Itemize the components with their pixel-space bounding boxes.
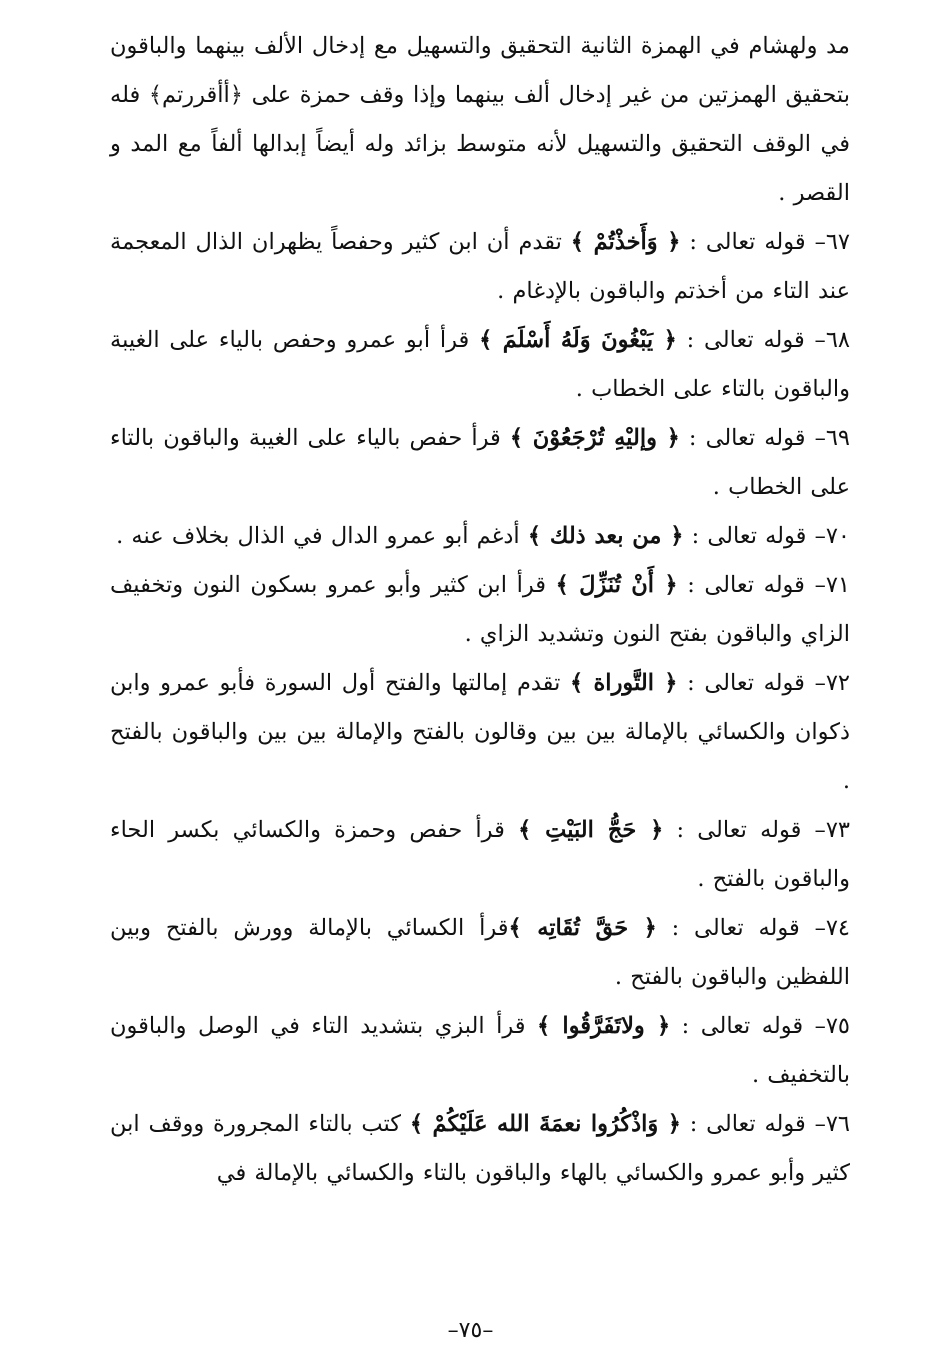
paragraph-text: مد ولهشام في الهمزة الثانية التحقيق والتسهيل مع إدخال الألف بينهما والباقون بتحقيق الهمزتين من غير إدخال ألف بينهما وإذا وقف حمزة على ﴿أأقررتم﴾ فله في الوقف التحقيق والتسهيل لأنه متوسط بزائد وله أيضاً إبدالها ألفاً مع المد و القصر . <box>110 33 850 206</box>
paragraph-tail: أدغم أبو عمرو الدال في الذال بخلاف عنه . <box>116 523 528 549</box>
quran-verse: ﴿ من بعد ذلك ﴾ <box>527 523 684 549</box>
paragraph-68 <box>110 316 850 414</box>
paragraph-75 <box>110 1002 850 1100</box>
paragraph-lead: ٧٦– قوله تعالى : <box>680 1111 850 1137</box>
quran-verse: ﴿ حَجُّ البَيْتِ ﴾ <box>518 817 664 843</box>
paragraph-tail: قرأ البزي بتشديد التاء في الوصل والباقون بالتخفيف . <box>110 1013 850 1088</box>
quran-verse: ﴿ التَّوراة ﴾ <box>570 670 678 696</box>
paragraph-71 <box>110 561 850 659</box>
page-number: –٧٥– <box>447 1318 494 1343</box>
paragraph-lead: ٧١– قوله تعالى : <box>677 572 850 598</box>
quran-verse: ﴿ وَأَخذْتُمْ ﴾ <box>570 229 681 255</box>
paragraph-tail: قرأ الكسائي بالإمالة وورش بالفتح وبين اللفظين والباقون بالفتح . <box>110 915 850 990</box>
quran-verse: ﴿ وَاذْكُرُوا نعمَةَ الله عَلَيْكُمْ ﴾ <box>409 1111 681 1137</box>
paragraph-tail: قرأ ابن كثير وأبو عمرو بسكون النون وتخفيف الزاي والباقون بفتح النون وتشديد الزاي . <box>110 572 850 647</box>
paragraph-76 <box>110 1100 850 1198</box>
page-body <box>110 22 850 1198</box>
paragraph-72 <box>110 659 850 806</box>
paragraph-lead: ٧٣– قوله تعالى : <box>663 817 850 843</box>
paragraph-lead: ٧٢– قوله تعالى : <box>677 670 851 696</box>
quran-verse: ﴿ وإليْهِ تُرْجَعُوْنَ ﴾ <box>509 425 680 451</box>
paragraph-tail: تقدم أن ابن كثير وحفصاً يظهران الذال المعجمة عند التاء من أخذتم والباقون بالإدغام . <box>110 229 850 304</box>
quran-verse: ﴿ أَنْ تُنَزِّلَ ﴾ <box>555 572 678 598</box>
paragraph-lead: ٧٠– قوله تعالى : <box>683 523 850 549</box>
paragraph-lead: ٧٤– قوله تعالى : <box>656 915 850 941</box>
paragraph-lead: ٧٥– قوله تعالى : <box>670 1013 851 1039</box>
paragraph-continuation <box>110 22 850 218</box>
quran-verse: ﴿ يَبْغُونَ وَلَهُ أَسْلَمَ ﴾ <box>479 327 677 353</box>
paragraph-tail: تقدم إمالتها والفتح أول السورة فأبو عمرو وابن ذكوان والكسائي بالإمالة بين بين وقالون بالفتح والإمالة بين بين والباقون بالفتح . <box>110 670 850 794</box>
paragraph-tail: قرأ حفص بالياء على الغيبة والباقون بالتاء على الخطاب . <box>110 425 850 500</box>
paragraph-tail: قرأ أبو عمرو وحفص بالياء على الغيبة والباقون بالتاء على الخطاب . <box>110 327 850 402</box>
paragraph-67 <box>110 218 850 316</box>
paragraph-tail: كتب بالتاء المجرورة ووقف ابن كثير وأبو عمرو والكسائي بالهاء والباقون بالتاء والكسائي بالإمالة في <box>110 1111 850 1186</box>
paragraph-73 <box>110 806 850 904</box>
paragraph-lead: ٦٨– قوله تعالى : <box>676 327 850 353</box>
paragraph-69 <box>110 414 850 512</box>
quran-verse: ﴿ ولاتَفَرَّقُوا ﴾ <box>537 1013 671 1039</box>
paragraph-tail: قرأ حفص وحمزة والكسائي بكسر الحاء والباقون بالفتح . <box>110 817 850 892</box>
paragraph-lead: ٦٩– قوله تعالى : <box>679 425 850 451</box>
paragraph-70 <box>110 512 850 561</box>
paragraph-74 <box>110 904 850 1002</box>
quran-verse: ﴿ حَقَّ تُقَاتِه ﴾ <box>508 915 657 941</box>
paragraph-lead: ٦٧– قوله تعالى : <box>680 229 851 255</box>
